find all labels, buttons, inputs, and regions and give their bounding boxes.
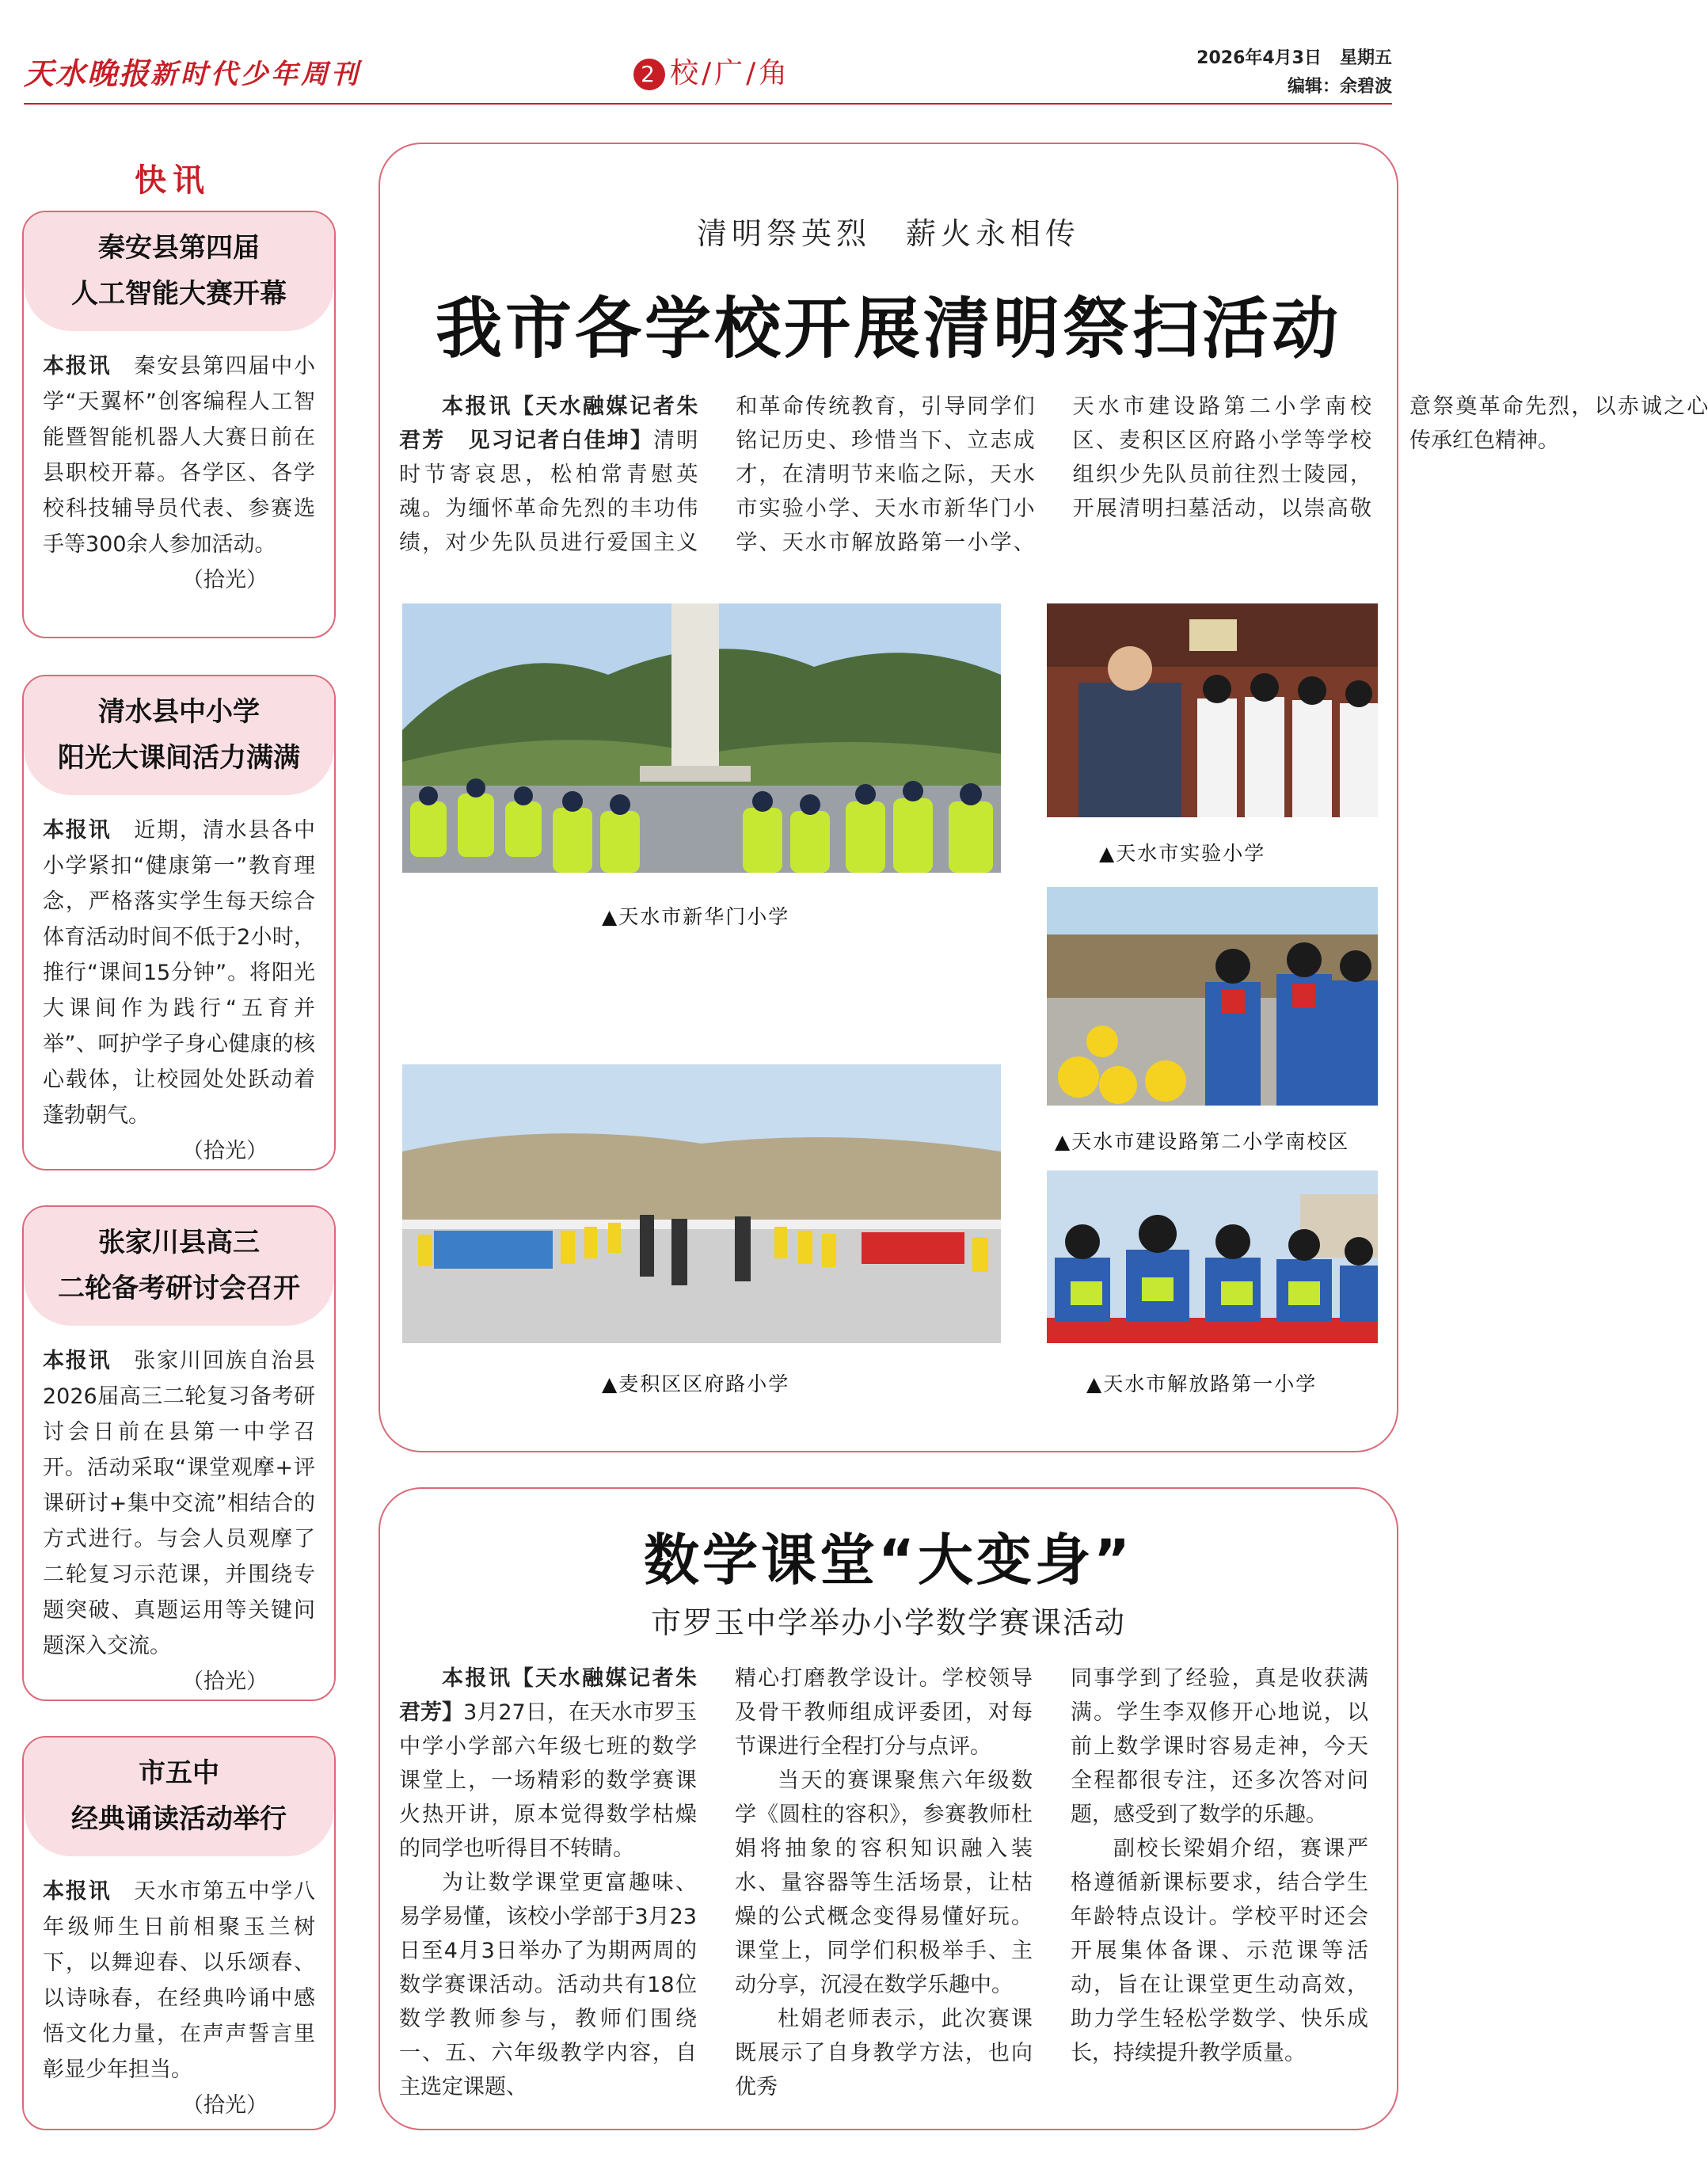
brief-title-line: 市五中	[139, 1757, 219, 1789]
masthead-logo: 天水晚报	[24, 55, 151, 91]
article-paragraph: 3月27日，在天水市罗玉中学小学部六年级七班的数学课堂上，一场精彩的数学赛课火热开讲，原本觉得数学枯燥的同学也听得目不转睛。	[399, 1700, 697, 1861]
brief-title	[24, 1207, 334, 1326]
article-body	[399, 1661, 1368, 2104]
article-text: 清明时节寄哀思，松柏常青慰英魂。为缅怀革命先烈的丰功伟绩，对少先队员进行爱国主义和革命传统教育，引导同学们铭记历史、珍惜当下、立志成才，在清明节来临之际，天水市实验小学、天水市新华门小学、天水市解放路第一小学、天水市建设路第二小学南校区、麦积区区府路小学等学校组织少先队员前往烈士陵园，开展清明扫墓活动，以崇高敬意祭奠革命先烈，以赤诚之心传承红色精神。	[399, 394, 1708, 555]
brief-author: （拾光）	[182, 1139, 268, 1163]
article-body	[399, 390, 1708, 564]
header-rule	[24, 103, 1392, 105]
article-column-3	[1071, 1661, 1368, 2104]
brief-body	[24, 1326, 334, 1712]
brief-text: 天水市第五中学八年级师生日前相聚玉兰树下，以舞迎春、以乐颂春、以诗咏春，在经典吟诵中感悟文化力量，在声声誓言里彰显少年担当。	[43, 1879, 316, 2082]
brief-lead: 本报讯	[43, 818, 112, 843]
brief-lead: 本报讯	[43, 1349, 112, 1373]
brief-title-line: 人工智能大赛开幕	[71, 278, 287, 310]
photo-caption: ▲天水市新华门小学	[602, 905, 790, 928]
brief-lead: 本报讯	[43, 1879, 112, 1904]
article-paragraph: 副校长梁娟介绍，赛课严格遵循新课标要求，结合学生年龄特点设计。学校平时还会开展集体备课、示范课等活动，旨在让课堂更生动高效，助力学生轻松学数学、快乐成长，持续提升教学质量。	[1071, 1837, 1368, 2065]
article-column-1	[399, 1661, 697, 2104]
page-section	[633, 51, 790, 91]
article-headline: 数学课堂“大变身”	[643, 1528, 1133, 1593]
brief-text: 近期，清水县各中小学紧扣“健康第一”教育理念，严格落实学生每天综合体育活动时间不低于2小时，推行“课间15分钟”。将阳光大课间作为践行“五育并举”、呵护学子身心健康的核心载体，让校园处处跃动着蓬勃朝气。	[43, 818, 316, 1128]
photo-xinhuamen-ceremony	[402, 603, 1001, 873]
brief-box-2	[22, 675, 336, 1170]
article-kicker: 市罗玉中学举办小学数学赛课活动	[650, 1605, 1126, 1640]
brief-title	[24, 212, 334, 331]
brief-title-line: 秦安县第四届	[98, 232, 260, 264]
brief-body	[24, 795, 334, 1182]
article-lead: 本报讯【天水融媒记者朱君芳】	[399, 1666, 697, 1725]
article-qingming-panel	[378, 143, 1708, 1452]
article-text-columns	[399, 390, 1708, 564]
brief-title-line: 清水县中小学	[98, 696, 260, 728]
brief-box-1	[22, 211, 336, 638]
photo-qufulu-ceremony	[402, 1064, 1001, 1343]
article-paragraph: 当天的赛课聚焦六年级数学《圆柱的容积》，参赛教师杜娟将抽象的容积知识融入装水、量容器等生活场景，让枯燥的公式概念变得易懂好玩。课堂上，同学们积极举手、主动分享，沉浸在数学乐趣中。	[735, 1768, 1033, 1997]
brief-title-line: 张家川县高三	[98, 1227, 260, 1258]
brief-author: （拾光）	[182, 2093, 268, 2118]
brief-text: 张家川回族自治县2026届高三二轮复习备考研讨会日前在县第一中学召开。活动采取“课堂观摩+评课研讨+集中交流”相结合的方式进行。与会人员观摩了二轮复习示范课，并围绕专题突破、真题运用等关键问题深入交流。	[43, 1349, 316, 1658]
brief-box-3	[22, 1205, 336, 1701]
brief-body	[24, 331, 334, 611]
page-header	[0, 0, 1416, 111]
article-column-2	[735, 1661, 1033, 2104]
photo-jianshelu-flowers	[1047, 887, 1378, 1106]
brief-lead: 本报讯	[43, 354, 112, 379]
brief-text: 秦安县第四届中小学“天翼杯”创客编程人工智能暨智能机器人大赛日前在县职校开幕。各学区、各学校科技辅导员代表、参赛选手等300余人参加活动。	[43, 354, 316, 557]
brief-author: （拾光）	[182, 568, 268, 592]
article-paragraph: 精心打磨教学设计。学校领导及骨干教师组成评委团，对每节课进行全程打分与点评。	[735, 1666, 1033, 1759]
article-paragraph: 杜娟老师表示，此次赛课既展示了自身教学方法，也向优秀	[735, 2007, 1033, 2099]
news-brief-section-title: 快讯	[135, 162, 211, 199]
brief-title-line: 阳光大课间活力满满	[58, 742, 300, 774]
issue-weekday: 星期五	[1339, 48, 1392, 68]
article-headline: 我市各学校开展清明祭扫活动	[435, 290, 1341, 367]
weekly-title: 新时代少年周刊	[150, 59, 361, 90]
issue-date: 2026年4月3日	[1196, 48, 1322, 68]
page-number: 2	[633, 59, 665, 90]
article-lead: 本报讯【天水融媒记者朱君芳 见习记者白佳坤】	[399, 394, 698, 453]
editor-credit: 编辑：余碧波	[1287, 77, 1392, 97]
photo-shiyan-museum	[1047, 603, 1378, 817]
article-paragraph: 同事学到了经验，真是收获满满。学生李双修开心地说，以前上数学课时容易走神，今天全程都很专注，还多次答对问题，感受到了数学的乐趣。	[1071, 1666, 1368, 1827]
brief-title-line: 二轮备考研讨会召开	[58, 1273, 300, 1304]
brief-body	[24, 1856, 334, 2136]
brief-title	[24, 676, 334, 795]
photo-caption: ▲天水市建设路第二小学南校区	[1055, 1130, 1350, 1153]
brief-title	[24, 1738, 334, 1856]
brief-box-4	[22, 1736, 336, 2130]
photo-caption: ▲天水市解放路第一小学	[1086, 1372, 1318, 1395]
photo-caption: ▲麦积区区府路小学	[602, 1372, 790, 1395]
photo-jiefanglu-salute	[1047, 1170, 1378, 1343]
photo-caption: ▲天水市实验小学	[1099, 842, 1266, 865]
article-math-panel	[378, 1487, 1398, 2130]
article-kicker: 清明祭英烈 薪火永相传	[696, 216, 1080, 251]
page-section-name: 校/广/角	[670, 57, 791, 89]
article-paragraph: 为让数学课堂更富趣味、易学易懂，该校小学部于3月23日至4月3日举办了为期两周的数学赛课活动。活动共有18位数学教师参与，教师们围绕一、五、六年级教学内容，自主选定课题、	[399, 1871, 697, 2099]
brief-title-line: 经典诵读活动举行	[71, 1803, 287, 1835]
date-editor-block	[1196, 44, 1392, 101]
brief-author: （拾光）	[182, 1669, 268, 1694]
